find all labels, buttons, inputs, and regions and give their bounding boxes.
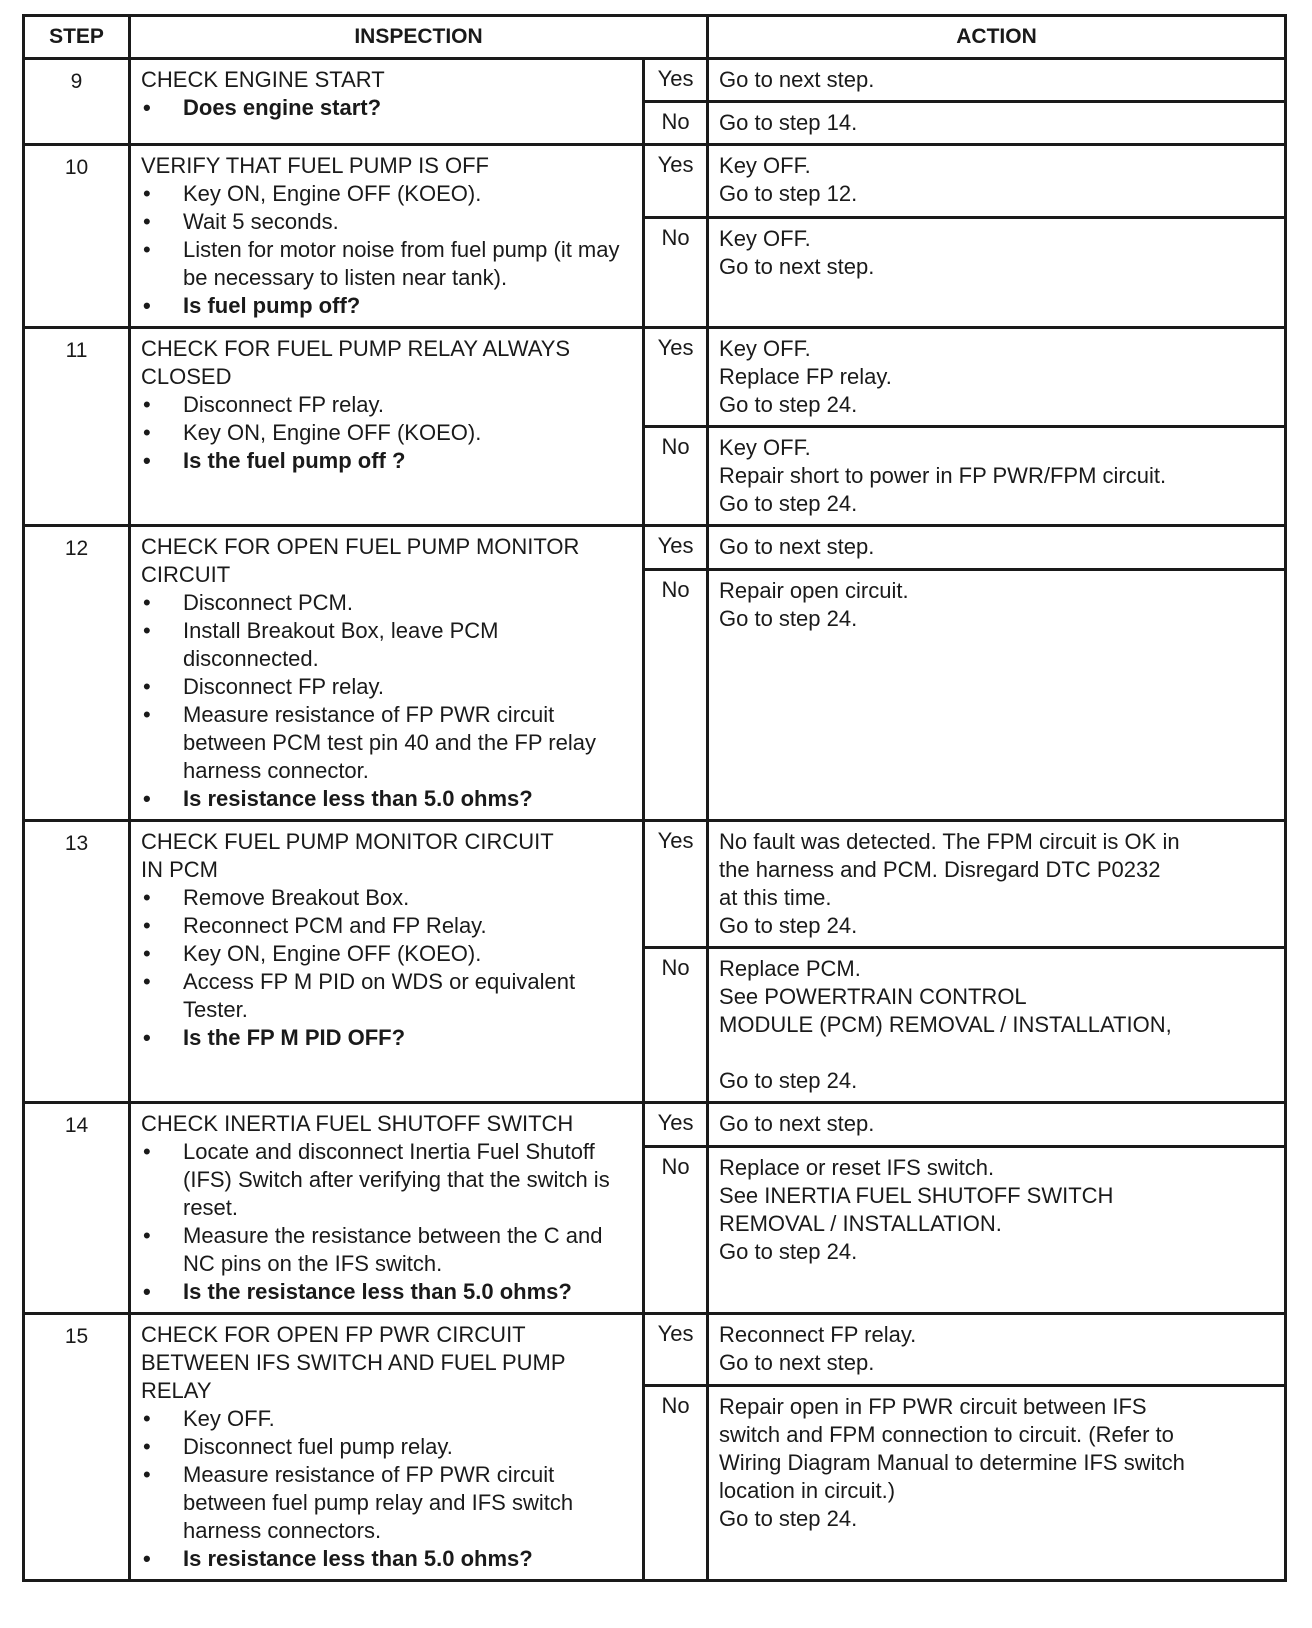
step-number: 12 — [24, 526, 130, 821]
inspection-bullet: • Key ON, Engine OFF (KOEO). — [141, 419, 634, 447]
inspection-cell — [130, 1103, 644, 1314]
yes-action — [708, 1314, 1286, 1386]
inspection-question: • Is resistance less than 5.0 ohms? — [141, 1545, 634, 1573]
action-line: Key OFF. — [719, 153, 811, 178]
inspection-cell — [130, 59, 644, 145]
inspection-bullet: • Disconnect FP relay. — [141, 391, 634, 419]
yes-label: Yes — [644, 1103, 708, 1147]
inspection-title: CHECK FOR FUEL PUMP RELAY ALWAYS — [141, 336, 571, 361]
table-row — [24, 328, 1286, 427]
action-line: Go to next step. — [719, 253, 875, 279]
inspection-title: CLOSED — [141, 364, 232, 389]
no-label: No — [644, 569, 708, 820]
table-row — [24, 145, 1286, 218]
inspection-checklist — [141, 589, 634, 813]
diagnostic-table-page — [22, 14, 1284, 1582]
no-label: No — [644, 427, 708, 526]
action-line: Reconnect FP relay. — [719, 1322, 917, 1347]
no-label: No — [644, 1146, 708, 1313]
table-row — [24, 821, 1286, 948]
table-body — [24, 59, 1286, 1581]
inspection-question: • Is fuel pump off? — [141, 292, 634, 320]
inspection-checklist — [141, 94, 634, 122]
inspection-bullet: • Measure the resistance between the C and NC pins on the IFS switch. — [141, 1222, 634, 1278]
header-step: STEP — [24, 16, 130, 59]
action-line: Go to step 24. — [719, 491, 858, 516]
table-row — [24, 59, 1286, 102]
action-line: Replace or reset IFS switch. — [719, 1154, 995, 1180]
inspection-cell — [130, 1314, 644, 1581]
inspection-title: CHECK ENGINE START — [141, 67, 385, 92]
no-action — [708, 569, 1286, 820]
inspection-title: RELAY — [141, 1378, 212, 1403]
yes-action — [708, 821, 1286, 948]
action-line: MODULE (PCM) REMOVAL / INSTALLATION, — [719, 1012, 1172, 1037]
header-row — [24, 16, 1286, 59]
inspection-bullet: • Key OFF. — [141, 1405, 634, 1433]
no-label: No — [644, 1386, 708, 1581]
inspection-bullet: • Disconnect fuel pump relay. — [141, 1433, 634, 1461]
action-line: location in circuit.) — [719, 1478, 896, 1504]
action-line: Go to step 24. — [719, 1068, 858, 1093]
no-label: No — [644, 102, 708, 145]
step-number: 10 — [24, 145, 130, 328]
action-line: Go to step 12. — [719, 181, 858, 206]
action-line: Key OFF. — [719, 435, 811, 460]
step-number: 15 — [24, 1314, 130, 1581]
action-line: See POWERTRAIN CONTROL — [719, 984, 1027, 1009]
action-line: See INERTIA FUEL SHUTOFF SWITCH — [719, 1182, 1114, 1208]
action-line: Go to next step. — [719, 67, 875, 92]
inspection-bullet: • Key ON, Engine OFF (KOEO). — [141, 940, 634, 968]
action-line: Replace FP relay. — [719, 364, 892, 389]
action-line: Wiring Diagram Manual to determine IFS switch — [719, 1450, 1185, 1476]
inspection-bullet: • Measure resistance of FP PWR circuit between PCM test pin 40 and the FP relay harness connector. — [141, 701, 634, 785]
header-action: ACTION — [708, 16, 1286, 59]
action-line: Key OFF. — [719, 336, 811, 361]
action-line: Go to step 24. — [719, 605, 858, 631]
yes-label: Yes — [644, 59, 708, 102]
inspection-bullet: • Locate and disconnect Inertia Fuel Shutoff (IFS) Switch after verifying that the switch is reset. — [141, 1138, 634, 1222]
yes-label: Yes — [644, 328, 708, 427]
step-number: 9 — [24, 59, 130, 145]
inspection-bullet: • Install Breakout Box, leave PCM disconnected. — [141, 617, 634, 673]
yes-label: Yes — [644, 1314, 708, 1386]
action-line: Go to step 24. — [719, 913, 858, 938]
action-line: Go to step 24. — [719, 392, 858, 417]
inspection-bullet: • Disconnect FP relay. — [141, 673, 634, 701]
yes-action — [708, 328, 1286, 427]
step-number: 14 — [24, 1103, 130, 1314]
yes-label: Yes — [644, 821, 708, 948]
inspection-bullet: • Measure resistance of FP PWR circuit between fuel pump relay and IFS switch harness connectors. — [141, 1461, 634, 1545]
action-line: REMOVAL / INSTALLATION. — [719, 1210, 1002, 1236]
table-row — [24, 526, 1286, 570]
inspection-checklist — [141, 1405, 634, 1573]
yes-action — [708, 526, 1286, 570]
inspection-question: • Is resistance less than 5.0 ohms? — [141, 785, 634, 813]
inspection-bullet: • Listen for motor noise from fuel pump (it may be necessary to listen near tank). — [141, 236, 634, 292]
yes-label: Yes — [644, 145, 708, 218]
inspection-bullet: • Wait 5 seconds. — [141, 208, 634, 236]
action-line: Repair short to power in FP PWR/FPM circuit. — [719, 463, 1167, 488]
no-label: No — [644, 948, 708, 1103]
header-inspection: INSPECTION — [130, 16, 708, 59]
inspection-question: • Is the FP M PID OFF? — [141, 1024, 634, 1052]
yes-action — [708, 1103, 1286, 1147]
table-row — [24, 1103, 1286, 1147]
inspection-checklist — [141, 391, 634, 475]
inspection-cell — [130, 526, 644, 821]
yes-action — [708, 145, 1286, 218]
step-number: 11 — [24, 328, 130, 526]
action-line: Go to step 24. — [719, 1238, 858, 1264]
inspection-bullet: • Disconnect PCM. — [141, 589, 634, 617]
action-line: No fault was detected. The FPM circuit is OK in — [719, 829, 1180, 854]
no-label: No — [644, 217, 708, 327]
inspection-checklist — [141, 1138, 634, 1306]
yes-label: Yes — [644, 526, 708, 570]
inspection-title: IN PCM — [141, 857, 218, 882]
inspection-bullet: • Access FP M PID on WDS or equivalent Tester. — [141, 968, 634, 1024]
action-line: at this time. — [719, 885, 832, 910]
inspection-bullet: • Remove Breakout Box. — [141, 884, 634, 912]
inspection-checklist — [141, 884, 634, 1052]
inspection-cell — [130, 328, 644, 526]
inspection-cell — [130, 821, 644, 1103]
action-line — [719, 1039, 1274, 1067]
inspection-bullet: • Key ON, Engine OFF (KOEO). — [141, 180, 634, 208]
inspection-question: • Does engine start? — [141, 94, 634, 122]
inspection-title: CIRCUIT — [141, 562, 231, 587]
table-row — [24, 1314, 1286, 1386]
action-line: Repair open circuit. — [719, 577, 909, 603]
action-line: Go to next step. — [719, 1111, 875, 1136]
action-line: Go to step 24. — [719, 1506, 858, 1532]
action-line: Go to next step. — [719, 1350, 875, 1375]
inspection-question: • Is the resistance less than 5.0 ohms? — [141, 1278, 634, 1306]
inspection-title: CHECK INERTIA FUEL SHUTOFF SWITCH — [141, 1111, 574, 1136]
inspection-bullet: • Reconnect PCM and FP Relay. — [141, 912, 634, 940]
action-line: the harness and PCM. Disregard DTC P0232 — [719, 857, 1161, 882]
action-line: Go to step 14. — [719, 110, 858, 135]
inspection-title: CHECK FUEL PUMP MONITOR CIRCUIT — [141, 829, 554, 854]
inspection-title: VERIFY THAT FUEL PUMP IS OFF — [141, 153, 489, 178]
inspection-title: CHECK FOR OPEN FUEL PUMP MONITOR — [141, 534, 580, 559]
action-line: Replace PCM. — [719, 956, 861, 981]
action-line: Key OFF. — [719, 225, 811, 251]
action-line: Repair open in FP PWR circuit between IFS — [719, 1394, 1147, 1420]
inspection-cell — [130, 145, 644, 328]
yes-action — [708, 59, 1286, 102]
no-action — [708, 102, 1286, 145]
action-line: switch and FPM connection to circuit. (Refer to — [719, 1422, 1174, 1448]
no-action — [708, 427, 1286, 526]
step-number: 13 — [24, 821, 130, 1103]
no-action — [708, 217, 1286, 327]
no-action — [708, 1386, 1286, 1581]
no-action — [708, 1146, 1286, 1313]
inspection-checklist — [141, 180, 634, 320]
action-line: Go to next step. — [719, 534, 875, 559]
inspection-title: BETWEEN IFS SWITCH AND FUEL PUMP — [141, 1350, 566, 1375]
no-action — [708, 948, 1286, 1103]
inspection-title: CHECK FOR OPEN FP PWR CIRCUIT — [141, 1322, 526, 1347]
inspection-question: • Is the fuel pump off ? — [141, 447, 634, 475]
diagnostic-table — [22, 14, 1287, 1582]
